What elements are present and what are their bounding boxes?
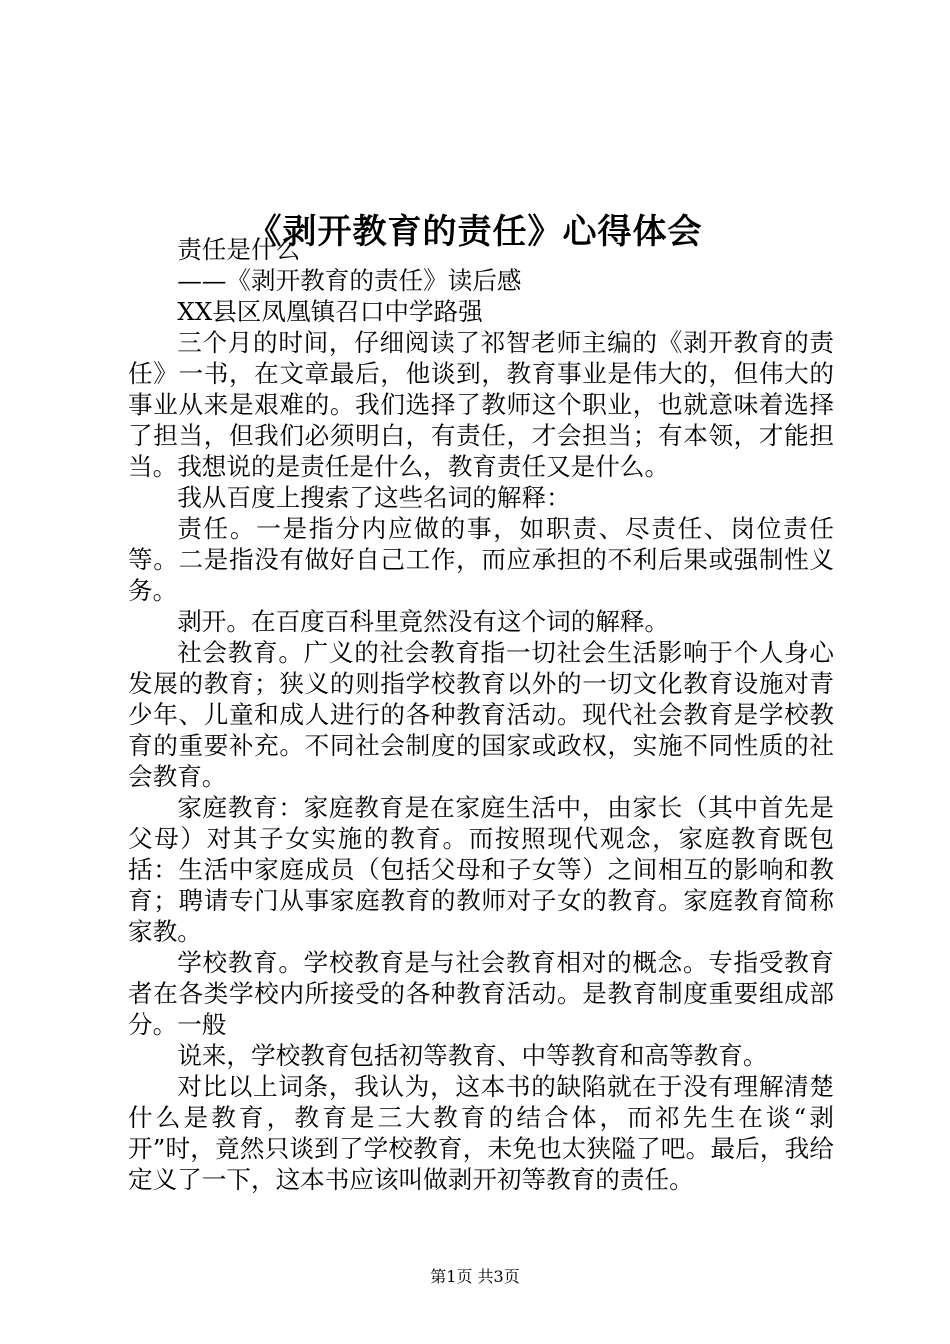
paragraph-subtitle: ——《剥开教育的责任》读后感	[177, 266, 522, 295]
paragraph: 社会教育。广义的社会教育指一切社会生活影响于个人身心发展的教育；狭义的则指学校教育以外的一切文化教育设施对青少年、儿童和成人进行的各种教育活动。现代社会教育是学校教育的重要补充。不同社会制度的国家或政权，实施不同性质的社会教育。	[128, 638, 834, 791]
paragraph: 三个月的时间，仔细阅读了祁智老师主编的《剥开教育的责任》一书，在文章最后，他谈到，教育事业是伟大的，但伟大的事业从来是艰难的。我们选择了教师这个职业，也就意味着选择了担当，但我们必须明白，有责任，才会担当；有本领，才能担当。我想说的是责任是什么，教育责任又是什么。	[128, 328, 834, 481]
page-footer: 第1页 共3页	[430, 1267, 520, 1286]
paragraph: 学校教育。学校教育是与社会教育相对的概念。专指受教育者在各类学校内所接受的各种教育活动。是教育制度重要组成部分。一般	[128, 948, 834, 1039]
paragraph-heading: 责任是什么	[177, 235, 301, 264]
paragraph-author: XX县区凤凰镇召口中学路强	[177, 297, 483, 326]
paragraph: 我从百度上搜索了这些名词的解释：	[177, 483, 571, 512]
paragraph: 责任。一是指分内应做的事，如职责、尽责任、岗位责任等。二是指没有做好自己工作，而应承担的不利后果或强制性义务。	[128, 514, 834, 605]
paragraph: 家庭教育：家庭教育是在家庭生活中，由家长（其中首先是父母）对其子女实施的教育。而按照现代观念，家庭教育既包括：生活中家庭成员（包括父母和子女等）之间相互的影响和教育；聘请专门从事家庭教育的教师对子女的教育。家庭教育简称家教。	[128, 793, 834, 946]
paragraph: 说来，学校教育包括初等教育、中等教育和高等教育。	[177, 1041, 768, 1070]
paragraph: 对比以上词条，我认为，这本书的缺陷就在于没有理解清楚什么是教育，教育是三大教育的结合体，而祁先生在谈“剥开”时，竟然只谈到了学校教育，未免也太狭隘了吧。最后，我给定义了一下，这本书应该叫做剥开初等教育的责任。	[128, 1072, 834, 1194]
document-body	[128, 234, 834, 1195]
paragraph: 剥开。在百度百科里竟然没有这个词的解释。	[177, 607, 670, 636]
document-title: 《剥开教育的责任》心得体会	[247, 211, 703, 252]
